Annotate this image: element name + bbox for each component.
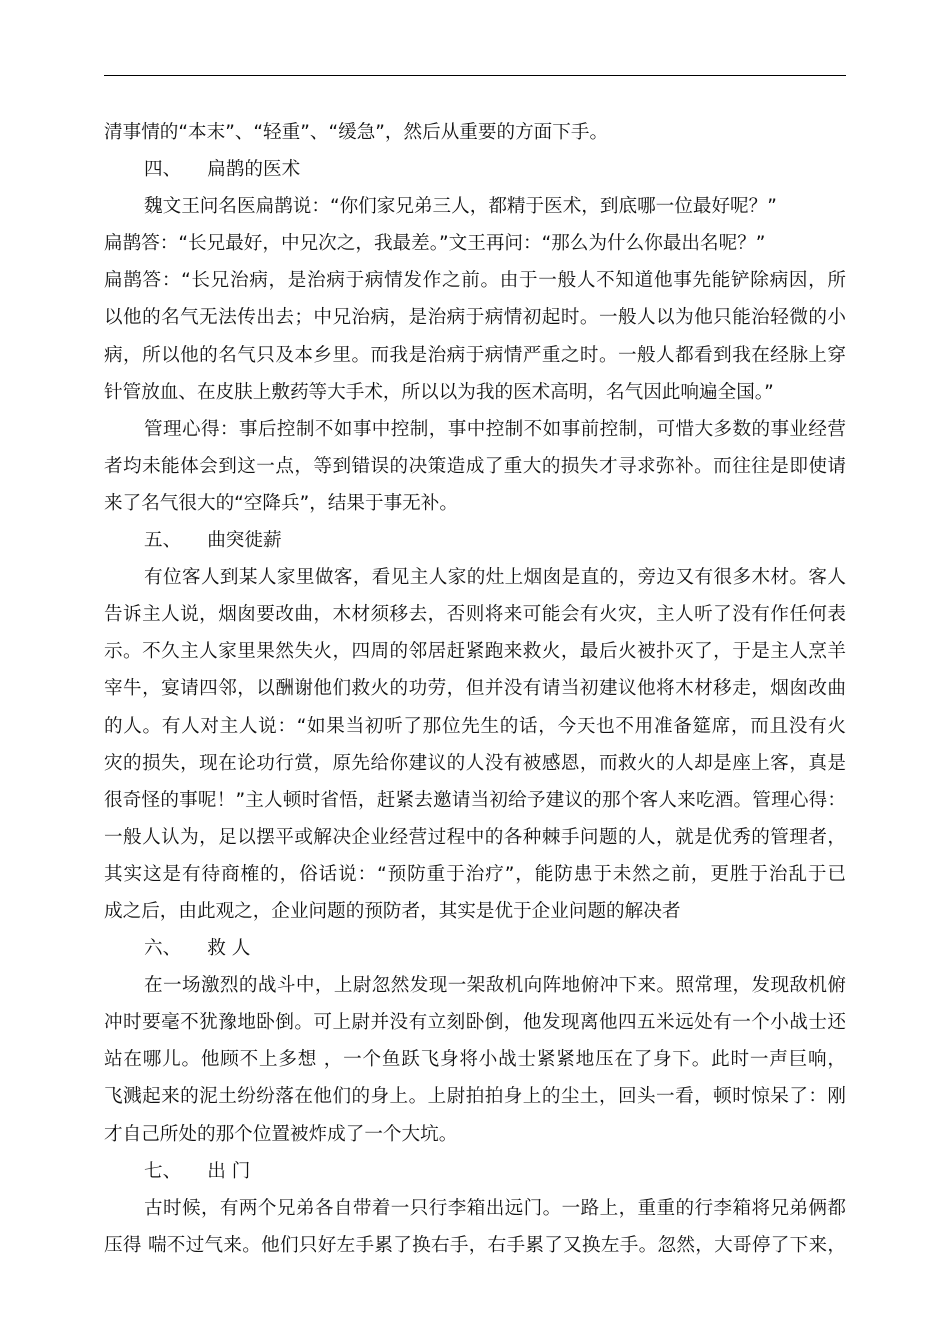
paragraph-line: 很奇怪的事呢！”主人顿时省悟，赶紧去邀请当初给予建议的那个客人来吃酒。管理心得： [104,789,846,811]
paragraph-line: 的人。有人对主人说：“如果当初听了那位先生的话，今天也不用准备筵席，而且没有火 [104,715,846,737]
paragraph-line: 针管放血、在皮肤上敷药等大手术，所以以为我的医术高明，名气因此响遍全国。” [104,381,774,403]
section-title: 出 门 [207,1160,251,1182]
paragraph-line: 一般人认为，足以摆平或解决企业经营过程中的各种棘手问题的人，就是优秀的管理者， [104,826,846,848]
paragraph-line: 以他的名气无法传出去；中兄治病，是治病于病情初起时。一般人以为他只能治轻微的小 [104,307,846,329]
paragraph-line: 冲时要毫不犹豫地卧倒。可上尉并没有立刻卧倒，他发现离他四五米远处有一个小战士还 [104,1012,846,1034]
paragraph-line: 扁鹊答：“长兄治病，是治病于病情发作之前。由于一般人不知道他事先能铲除病因，所 [104,270,846,292]
paragraph-line: 灾的损失，现在论功行赏，原先给你建议的人没有被感恩，而救火的人却是座上客，真是 [104,752,846,774]
paragraph-line: 宰牛，宴请四邻，以酬谢他们救火的功劳，但并没有请当初建议他将木材移走，烟囱改曲 [104,678,846,700]
paragraph-line: 古时候，有两个兄弟各自带着一只行李箱出远门。一路上，重重的行李箱将兄弟俩都 [144,1197,846,1219]
paragraph-line: 告诉主人说，烟囱要改曲，木材须移去，否则将来可能会有火灾，主人听了没有作任何表 [104,604,846,626]
paragraph-line: 扁鹊答：“长兄最好，中兄次之，我最差。”文王再问：“那么为什么你最出名呢？” [104,233,766,255]
paragraph-line: 压得 喘不过气来。他们只好左手累了换右手，右手累了又换左手。忽然，大哥停了下来， [104,1234,846,1256]
section-number: 四、 [144,159,182,181]
section-heading [104,522,846,559]
section-number: 七、 [144,1160,182,1182]
section-heading [104,930,846,967]
paragraph-line: 站在哪儿。他顾不上多想 ，一个鱼跃飞身将小战士紧紧地压在了身下。此时一声巨响， [104,1049,846,1071]
paragraph-line: 飞溅起来的泥土纷纷落在他们的身上。上尉拍拍身上的尘土，回头一看，顿时惊呆了：刚 [104,1086,846,1108]
header-rule [104,75,846,76]
paragraph-line: 有位客人到某人家里做客，看见主人家的灶上烟囱是直的，旁边又有很多木材。客人 [144,567,846,589]
paragraph-line: 管理心得：事后控制不如事中控制，事中控制不如事前控制，可惜大多数的事业经营 [144,418,846,440]
section-title: 曲突徙薪 [207,530,282,552]
paragraph-line: 清事情的“本末”、“轻重”、“缓急”，然后从重要的方面下手。 [104,122,609,143]
paragraph-line: 魏文王问名医扁鹊说：“你们家兄弟三人，都精于医术，到底哪一位最好呢？” [144,196,777,218]
paragraph-line: 病，所以他的名气只及本乡里。而我是治病于病情严重之时。一般人都看到我在经脉上穿 [104,344,846,366]
document-body [104,114,846,1264]
section-title: 扁鹊的医术 [207,159,301,181]
paragraph-line: 来了名气很大的“空降兵”，结果于事无补。 [104,492,458,514]
paragraph-line: 者均未能体会到这一点，等到错误的决策造成了重大的损失才寻求弥补。而往往是即使请 [104,455,846,477]
section-heading [104,1153,846,1190]
section-title: 救 人 [207,938,251,960]
paragraph-line: 示。不久主人家里果然失火，四周的邻居赶紧跑来救火，最后火被扑灭了，于是主人烹羊 [104,641,846,663]
section-number: 六、 [144,938,182,960]
paragraph-line: 其实这是有待商榷的，俗话说：“预防重于治疗”，能防患于未然之前，更胜于治乱于已 [104,863,846,885]
section-heading [104,151,846,188]
section-number: 五、 [144,530,182,552]
paragraph-line: 在一场激烈的战斗中，上尉忽然发现一架敌机向阵地俯冲下来。照常理，发现敌机俯 [144,975,846,997]
paragraph-line: 成之后，由此观之，企业问题的预防者，其实是优于企业问题的解决者 [104,900,681,922]
paragraph-line: 才自己所处的那个位置被炸成了一个大坑。 [104,1123,458,1145]
